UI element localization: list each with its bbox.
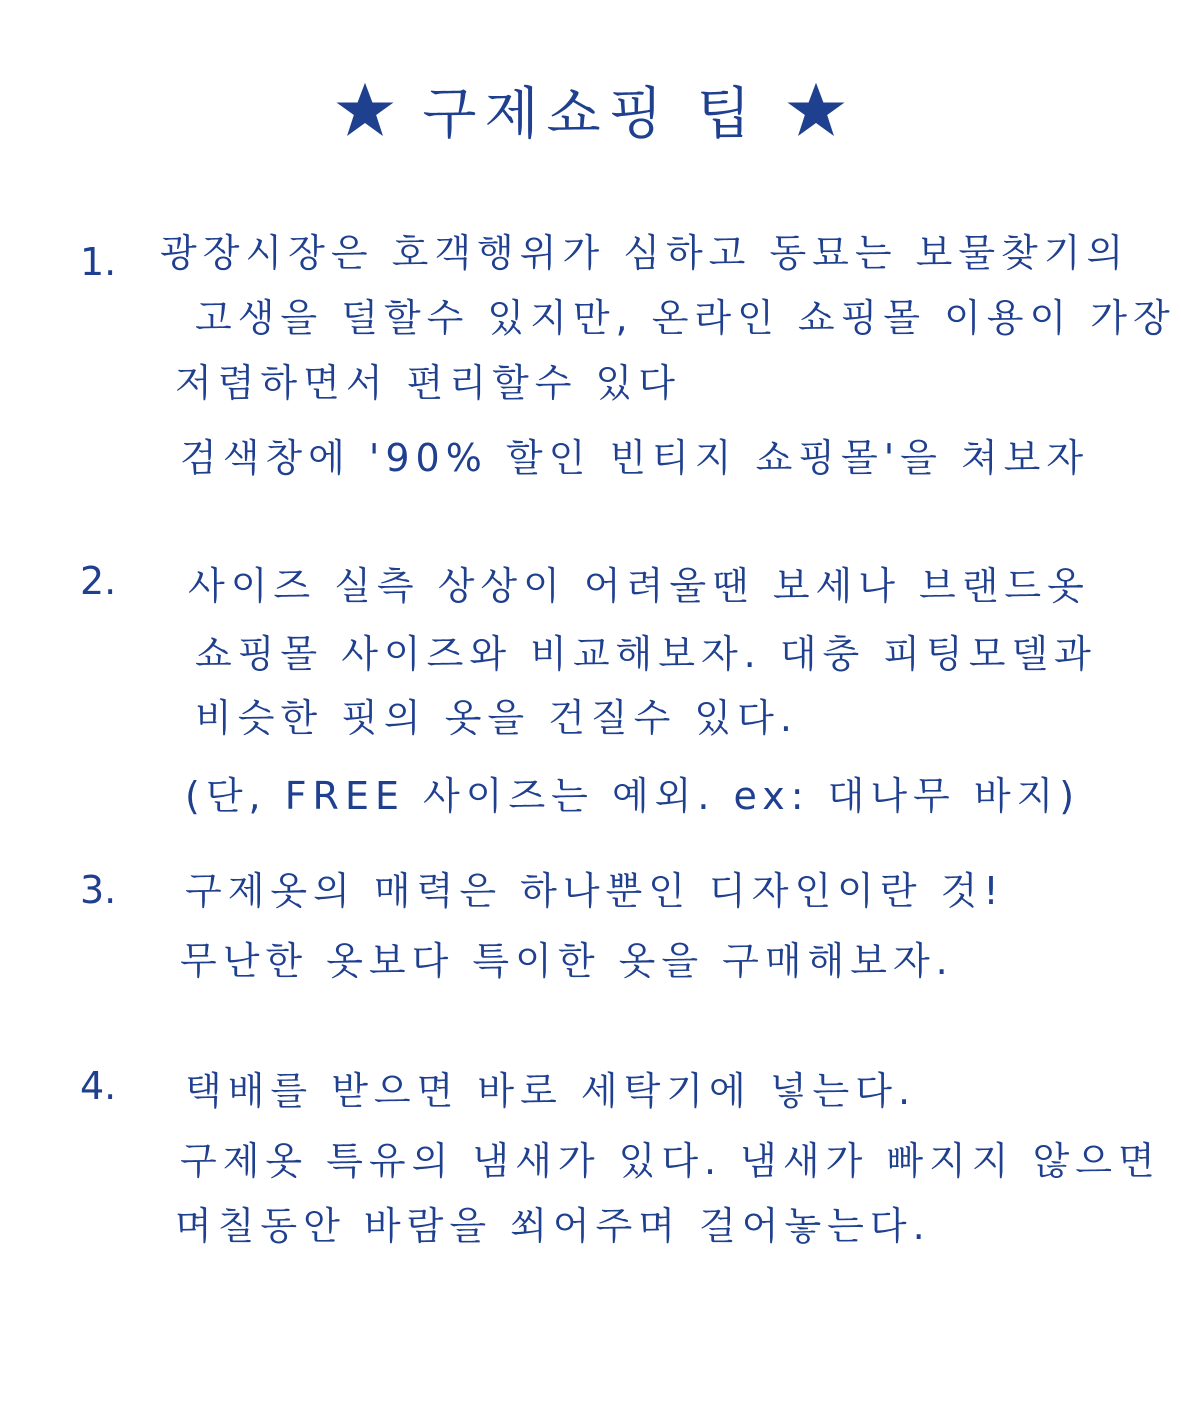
tip-number: 4. <box>80 1064 117 1108</box>
tip-text-line: 광장시장은 호객행위가 심하고 동묘는 보물찾기의 <box>160 231 1130 275</box>
tip-text-line: 검색창에 '90% 할인 빈티지 쇼핑몰'을 쳐보자 <box>180 436 1090 480</box>
tip-text-line: 사이즈 실측 상상이 어려울땐 보세나 브랜드옷 <box>188 564 1090 608</box>
star-icon <box>334 79 396 141</box>
tip-number: 2. <box>80 559 117 603</box>
tip-text-line: 구제옷 특유의 냄새가 있다. 냄새가 빠지지 않으면 <box>180 1139 1161 1183</box>
tip-number: 1. <box>80 240 117 284</box>
tip-text-line: 구제옷의 매력은 하나뿐인 디자인이란 것! <box>185 869 1005 913</box>
tip-text-line: 저렴하면서 편리할수 있다 <box>175 361 681 405</box>
tip-text-line: 쇼핑몰 사이즈와 비교해보자. 대충 피팅모델과 <box>195 632 1097 676</box>
tip-text-line: 무난한 옷보다 특이한 옷을 구매해보자. <box>180 939 954 983</box>
tip-number: 3. <box>80 868 117 912</box>
tip-text-line: 택배를 받으면 바로 세탁기에 넣는다. <box>185 1069 917 1113</box>
page-title: 구제쇼핑 팁 <box>422 82 759 147</box>
title-row <box>0 70 1181 150</box>
tip-text-line: 고생을 덜할수 있지만, 온라인 쇼핑몰 이용이 가장 <box>195 296 1176 340</box>
tip-text-line: 비슷한 핏의 옷을 건질수 있다. <box>195 696 798 740</box>
tip-text-line: 며칠동안 바람을 쐬어주며 걸어놓는다. <box>175 1204 931 1248</box>
tip-text-line: (단, FREE 사이즈는 예외. ex: 대나무 바지) <box>185 774 1081 818</box>
star-icon <box>785 79 847 141</box>
